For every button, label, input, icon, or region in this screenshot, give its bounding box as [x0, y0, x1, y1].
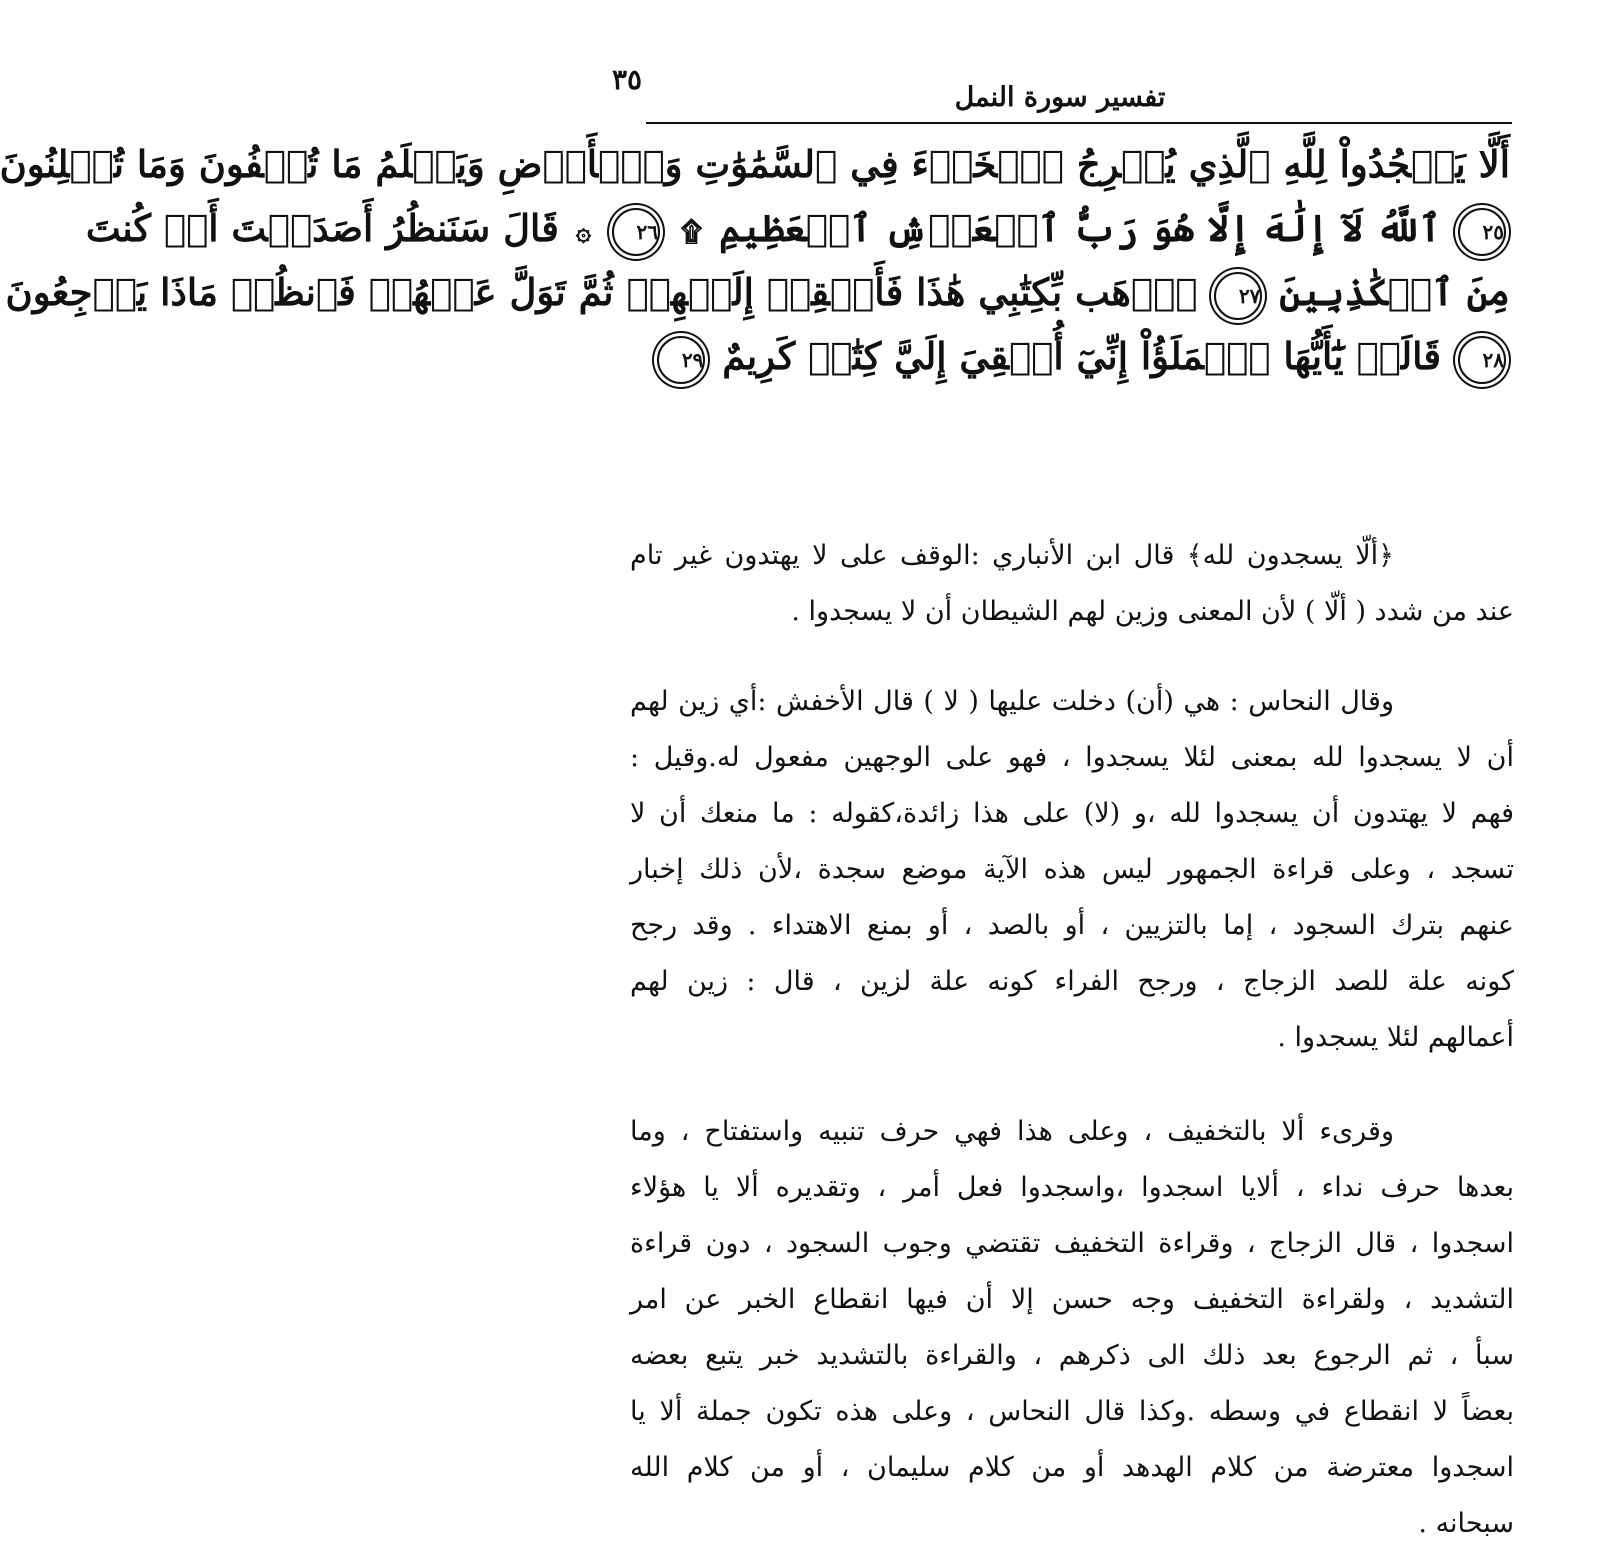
paragraph-line: بعضاً لا انقطاع في وسطه .وكذا قال النحاس ، وعلى هذه تكون جملة ألا يا	[630, 1396, 1514, 1427]
paragraph-3	[630, 1104, 1514, 1552]
verse-line-3	[5, 260, 1510, 324]
verse-line-4	[628, 324, 1510, 388]
paragraph-2	[630, 674, 1514, 1066]
verse-text: أَلَّا يَسۡجُدُواْ لِلَّهِ ٱلَّذِي يُخۡرِجُ ٱلۡخَبۡءَ فِي ٱلسَّمَٰوَٰتِ وَٱلۡأَرۡضِ وَيَعۡلَمُ مَا تُخۡفُونَ وَمَا تُعۡلِنُونَ	[0, 142, 1510, 186]
paragraph-line: اسجدوا ، قال الزجاج ، وقراءة التخفيف تقتضي وجوب السجود ، دون قراءة	[630, 1228, 1514, 1259]
paragraph-line: التشديد ، ولقراءة التخفيف وجه حسن إلا أن فيها انقطاع الخبر عن امر	[630, 1284, 1514, 1315]
paragraph-line: عنهم بترك السجود ، إما بالتزيين ، أو بالصد ، أو بمنع الاهتداء . وقد رجح	[630, 910, 1514, 941]
ayah-marker-25: ٢٥	[1458, 208, 1506, 256]
ayah-marker-29: ٢٩	[657, 336, 705, 384]
running-title: تفسير سورة النمل	[954, 82, 1166, 113]
verse-line-2	[85, 196, 1510, 260]
verse-text: قَالَ سَنَنظُرُ أَصَدَقۡتَ أَمۡ كُنتَ	[85, 206, 559, 250]
paragraph-line: أعمالهم لئلا يسجدوا .	[1277, 1022, 1514, 1053]
paragraph-line: اسجدوا معترضة من كلام الهدهد أو من كلام سليمان ، أو من كلام الله	[630, 1452, 1514, 1483]
verse-line-1	[0, 132, 1510, 196]
paragraph-1	[630, 528, 1514, 640]
verse-text: ٱذۡهَب بِّكِتَٰبِي هَٰذَا فَأَلۡقِهۡ إِلَيۡهِمۡ ثُمَّ تَوَلَّ عَنۡهُمۡ فَٱنظُرۡ مَاذَا يَرۡجِعُونَ	[5, 270, 1198, 314]
commentary-text	[630, 528, 1514, 1552]
paragraph-line: ﴿ألّا يسجدون لله﴾ قال ابن الأنباري :الوقف على لا يهتدون غير تام	[630, 540, 1394, 571]
paragraph-line: وقرىء ألا بالتخفيف ، وعلى هذا فهي حرف تنبيه واستفتاح ، وما	[630, 1116, 1394, 1147]
quran-verses-block	[0, 132, 1510, 388]
verse-text: قَالَتۡ يَٰٓأَيُّهَا ٱلۡمَلَؤُاْ إِنِّيٓ أُلۡقِيَ إِلَيَّ كِتَٰبٞ كَرِيمٌ	[722, 334, 1442, 378]
paragraph-spacer	[630, 640, 1514, 674]
paragraph-line: عند من شدد ( ألّا ) لأن المعنى وزين لهم الشيطان أن لا يسجدوا .	[791, 596, 1514, 627]
rub-el-hizb-icon: ۞	[575, 216, 592, 247]
paragraph-line: تسجد ، وعلى قراءة الجمهور ليس هذه الآية موضع سجدة ،لأن ذلك إخبار	[630, 854, 1514, 885]
header-divider	[646, 122, 1512, 124]
page-number: ٣٥	[612, 63, 643, 96]
ayah-marker-26: ٢٦	[612, 208, 660, 256]
ayah-marker-27: ٢٧	[1214, 272, 1262, 320]
sajda-icon: ۩	[680, 214, 703, 248]
paragraph-line: كونه علة للصد الزجاج ، ورجح الفراء كونه علة لزين ، قال : زين لهم	[630, 966, 1514, 997]
paragraph-spacer	[630, 1066, 1514, 1104]
paragraph-line: سبأ ، ثم الرجوع بعد ذلك الى ذكرهم ، والقراءة بالتشديد خبر يتبع بعضه	[630, 1340, 1514, 1371]
paragraph-line: أن لا يسجدوا لله بمعنى لئلا يسجدوا ، فهو على الوجهين مفعول له.وقيل :	[630, 742, 1514, 773]
paragraph-line: سبحانه .	[1418, 1508, 1514, 1539]
verse-text: مِنَ ٱلۡكَٰذِبِينَ	[1279, 270, 1510, 314]
verse-text: ٱللَّهُ لَآ إِلَٰهَ إِلَّا هُوَ رَبُّ ٱلۡعَرۡشِ ٱلۡعَظِيمِ	[719, 206, 1442, 250]
paragraph-line: بعدها حرف نداء ، ألايا اسجدوا ،واسجدوا فعل أمر ، وتقديره ألا يا هؤلاء	[630, 1172, 1514, 1203]
ayah-marker-28: ٢٨	[1458, 336, 1506, 384]
paragraph-line: وقال النحاس : هي (أن) دخلت عليها ( لا ) قال الأخفش :أي زين لهم	[630, 686, 1394, 717]
paragraph-line: فهم لا يهتدون أن يسجدوا لله ،و (لا) على هذا زائدة،كقوله : ما منعك أن لا	[630, 798, 1514, 829]
